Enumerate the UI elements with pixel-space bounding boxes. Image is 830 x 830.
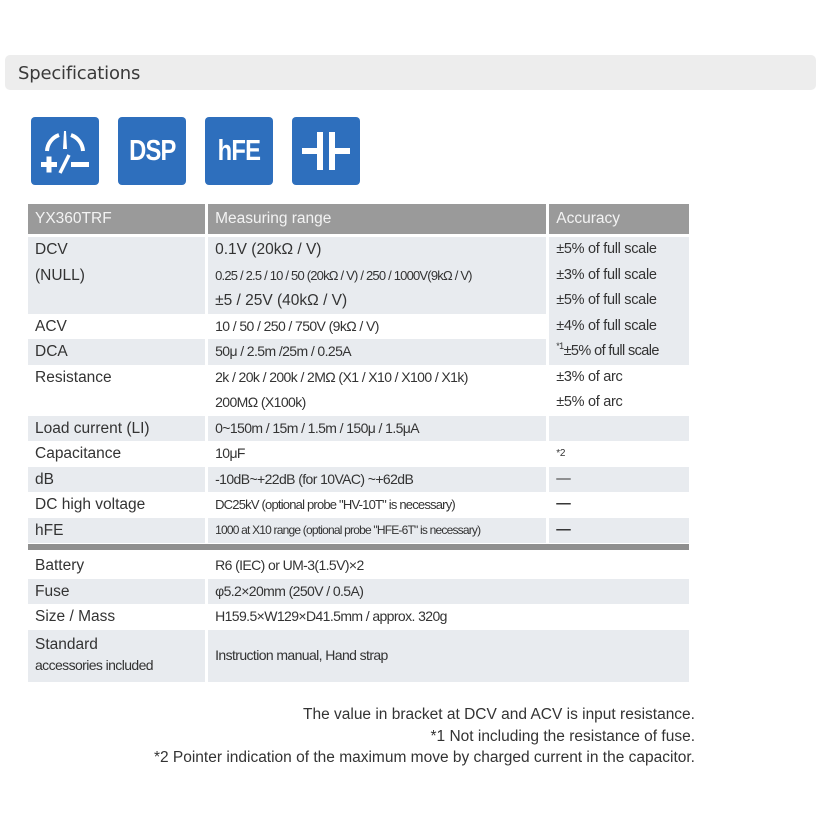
table-row-battery xyxy=(28,551,689,579)
table-row-dcv xyxy=(28,237,689,314)
accuracy-value: — xyxy=(549,467,689,493)
accuracy-cell xyxy=(549,365,689,416)
table-row-dc-high-voltage xyxy=(28,492,689,518)
range-cell xyxy=(208,365,546,416)
accuracy-cell xyxy=(549,339,689,365)
header-measuring-range: Measuring range xyxy=(208,204,546,237)
row-label: DC high voltage xyxy=(35,496,146,513)
table-row-dca xyxy=(28,339,689,365)
range-value: 1000 at X10 range (optional probe "HFE-6T" is necessary) xyxy=(208,518,546,544)
table-row-capacitance xyxy=(28,441,689,467)
row-label: Battery xyxy=(35,557,85,574)
row-label xyxy=(28,630,205,682)
general-value: H159.5×W129×D41.5mm / approx. 320g xyxy=(215,608,447,624)
row-label-line: (NULL) xyxy=(35,266,85,284)
accuracy-value: ±3% of arc xyxy=(556,368,623,385)
general-value: φ5.2×20mm (250V / 0.5A) xyxy=(208,579,689,605)
section-title: Specifications xyxy=(18,63,141,84)
range-value: 200MΩ (X100k) xyxy=(215,394,306,410)
table-row-hfe xyxy=(28,518,689,544)
range-value: ±5 / 25V (40kΩ / V) xyxy=(215,292,348,309)
row-label: Fuse xyxy=(28,579,205,605)
row-label: Size / Mass xyxy=(35,608,116,625)
row-label: dB xyxy=(28,467,205,493)
table-row-resistance xyxy=(28,365,689,416)
accuracy-cell xyxy=(549,237,689,314)
divider-cell xyxy=(28,543,689,551)
accuracy-value: *2 xyxy=(556,448,566,459)
dsp-icon xyxy=(118,117,186,185)
hfe-icon xyxy=(205,117,273,185)
hfe-icon-label: hFE xyxy=(217,134,261,167)
header-model: YX360TRF xyxy=(28,204,205,237)
section-title-bar xyxy=(5,55,816,90)
footnote-2: *2 Pointer indication of the maximum move by charged current in the capacitor. xyxy=(153,749,695,766)
header-accuracy: Accuracy xyxy=(549,204,689,237)
accuracy-value xyxy=(549,416,689,442)
dsp-icon-label: DSP xyxy=(128,134,176,167)
footnotes xyxy=(20,704,695,769)
table-row-accessories xyxy=(28,630,689,682)
divider-bar xyxy=(28,544,689,550)
range-value: 0.25 / 2.5 / 10 / 50 (20kΩ / V) / 250 / 1000V(9kΩ / V) xyxy=(215,267,472,283)
row-label: Capacitance xyxy=(35,445,122,462)
capacitor-icon xyxy=(292,117,360,185)
accuracy-value: ±5% of full scale xyxy=(556,241,657,257)
table-row-db xyxy=(28,467,689,493)
row-label: ACV xyxy=(35,317,67,335)
row-label-line: Standard xyxy=(35,635,98,653)
feature-icons xyxy=(31,117,360,185)
footnote-input-resistance: The value in bracket at DCV and ACV is input resistance. xyxy=(302,706,695,723)
spec-table xyxy=(25,204,692,682)
range-value: 2k / 20k / 200k / 2MΩ (X1 / X10 / X100 / X1k) xyxy=(215,368,468,385)
section-divider xyxy=(28,543,689,551)
general-value: Instruction manual, Hand strap xyxy=(208,630,689,682)
table-row-acv xyxy=(28,314,689,340)
accuracy-value: — xyxy=(549,518,689,544)
range-value: 10 / 50 / 250 / 750V (9kΩ / V) xyxy=(215,317,379,334)
table-row-load-current xyxy=(28,416,689,442)
row-label-line: accessories included xyxy=(35,656,153,673)
row-label: DCA xyxy=(28,339,205,365)
accuracy-value: ±4% of full scale xyxy=(549,314,689,340)
accuracy-value: ±5% of full scale xyxy=(563,343,659,359)
accuracy-value: ±3% of full scale xyxy=(556,266,657,283)
general-value: R6 (IEC) or UM-3(1.5V)×2 xyxy=(215,557,364,573)
row-label-line: DCV xyxy=(35,241,68,258)
range-value: 50μ / 2.5m /25m / 0.25A xyxy=(208,339,546,365)
range-value: 0.1V (20kΩ / V) xyxy=(215,241,322,258)
row-label: Load current (LI) xyxy=(28,416,205,442)
table-row-fuse xyxy=(28,579,689,605)
zero-center-meter-icon xyxy=(31,117,99,185)
range-value: DC25kV (optional probe "HV-10T" is necessary) xyxy=(215,497,455,512)
range-value: 0~150m / 15m / 1.5m / 150μ / 1.5μA xyxy=(208,416,546,442)
accuracy-value: ±5% of arc xyxy=(556,394,623,410)
row-label: hFE xyxy=(28,518,205,544)
footnote-marker: *1 xyxy=(556,341,564,352)
table-header-row xyxy=(28,204,689,237)
range-value: 10μF xyxy=(215,445,245,461)
accuracy-value: — xyxy=(556,496,571,512)
row-label: Resistance xyxy=(35,368,112,386)
table-row-size-mass xyxy=(28,604,689,630)
range-cell xyxy=(208,237,546,314)
row-label xyxy=(28,237,205,314)
range-value: -10dB~+22dB (for 10VAC) ~+62dB xyxy=(208,467,546,493)
footnote-1: *1 Not including the resistance of fuse. xyxy=(430,727,695,745)
accuracy-value: ±5% of full scale xyxy=(556,292,657,308)
